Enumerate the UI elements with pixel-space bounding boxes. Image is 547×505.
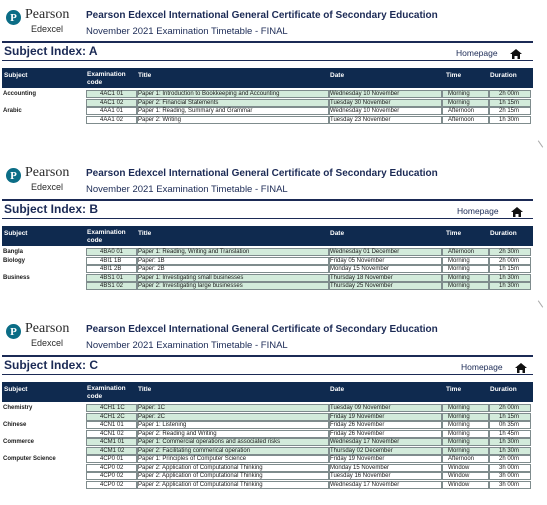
paper-title: Paper 1: Investigating small businesses xyxy=(138,274,244,281)
pearson-logo-icon: P xyxy=(6,10,21,25)
exam-date: Thursday 18 November xyxy=(330,274,393,281)
exam-duration: 1h 15m xyxy=(499,99,520,106)
exam-code: 4BS1 01 xyxy=(100,274,124,281)
table-row xyxy=(2,274,533,283)
table-row xyxy=(2,464,533,473)
exam-duration: 3h 00m xyxy=(499,473,520,479)
exam-code: 4CN1 01 xyxy=(100,422,124,428)
exam-code: 4BI1 2B xyxy=(100,266,122,272)
table-row xyxy=(2,438,533,447)
exam-time: Morning xyxy=(448,405,470,411)
exam-time: Morning xyxy=(448,447,470,454)
exam-date: Thursday 25 November xyxy=(330,283,393,289)
column-header-code2: code xyxy=(87,393,103,400)
document-subtitle: November 2021 Examination Timetable - FINAL xyxy=(86,184,288,195)
subject: Accounting xyxy=(3,91,36,97)
table-cell-border xyxy=(137,257,329,265)
pearson-logo xyxy=(6,166,69,192)
exam-date: Friday 19 November xyxy=(330,456,385,462)
paper-title: Paper 2: Investigating large businesses xyxy=(138,283,243,289)
pearson-logo-icon: P xyxy=(6,324,21,339)
subject: Arabic xyxy=(3,108,22,114)
exam-time: Morning xyxy=(448,91,470,97)
exam-time: Morning xyxy=(448,266,470,272)
subject-index-heading: Subject Index: B xyxy=(4,202,99,216)
exam-duration: 1h 30m xyxy=(499,439,520,445)
exam-date: Friday 26 November xyxy=(330,430,385,437)
table-cell-border xyxy=(137,265,329,273)
exam-code: 4CP0 01 xyxy=(100,456,124,462)
column-header-duration: Duration xyxy=(490,386,517,393)
exam-date: Thursday 02 December xyxy=(330,447,393,454)
column-header-time: Time xyxy=(446,386,462,393)
exam-duration: 1h 30m xyxy=(499,283,520,289)
exam-code: 4AC1 02 xyxy=(100,99,124,106)
exam-date: Tuesday 09 November xyxy=(330,405,391,411)
homepage-link[interactable]: Homepage xyxy=(456,48,498,58)
logo-pearson-label: Pearson xyxy=(25,321,70,336)
paper-title: Paper 2: Reading and Writing xyxy=(138,430,217,437)
logo-edexcel-label: Edexcel xyxy=(31,338,64,348)
subheader-rule xyxy=(2,374,533,375)
paper-title: Paper 2: Application of Computational Thinking xyxy=(138,473,263,479)
exam-duration: 1h 30m xyxy=(499,116,520,123)
subject-index-heading: Subject Index: A xyxy=(4,44,98,58)
subheader-rule xyxy=(2,60,533,61)
subheader-rule xyxy=(2,218,533,219)
document-subtitle: November 2021 Examination Timetable - FINAL xyxy=(86,340,288,351)
homepage-link[interactable]: Homepage xyxy=(457,206,499,216)
column-header-code2: code xyxy=(87,79,103,86)
exam-time: Afternoon xyxy=(448,456,475,462)
exam-code: 4AA1 01 xyxy=(100,108,124,114)
exam-date: Monday 15 November xyxy=(330,266,390,272)
exam-code: 4CN1 02 xyxy=(100,430,124,437)
exam-duration: 1h 30m xyxy=(499,274,520,281)
table-row xyxy=(2,90,533,99)
exam-time: Morning xyxy=(448,430,470,437)
paper-title: Paper 2: Application of Computational Thinking xyxy=(138,481,263,488)
home-icon[interactable] xyxy=(515,360,527,370)
paper-title: Paper: 2B xyxy=(138,266,165,272)
table-header xyxy=(2,226,533,246)
table-row xyxy=(2,472,533,481)
header-rule xyxy=(2,41,533,43)
exam-date: Tuesday 30 November xyxy=(330,99,391,106)
document-subtitle: November 2021 Examination Timetable - FINAL xyxy=(86,26,288,37)
column-header-code: Examination xyxy=(87,71,126,78)
logo-text xyxy=(25,322,69,348)
table-row xyxy=(2,257,533,266)
logo-pearson-label: Pearson xyxy=(25,165,70,180)
exam-duration: 2h 00m xyxy=(499,91,520,97)
column-header-time: Time xyxy=(446,230,462,237)
exam-code: 4BI1 1B xyxy=(100,257,122,264)
exam-code: 4CP0 02 xyxy=(100,481,124,488)
exam-time: Window xyxy=(448,464,470,471)
exam-date: Tuesday 16 November xyxy=(330,473,391,479)
exam-date: Wednesday 17 November xyxy=(330,481,400,488)
table-row xyxy=(2,404,533,413)
exam-duration: 1h 15m xyxy=(499,413,520,420)
paper-title: Paper: 1C xyxy=(138,405,166,411)
paper-title: Paper 1: Listening xyxy=(138,422,187,428)
table-cell-border xyxy=(137,413,329,421)
exam-date: Friday 19 November xyxy=(330,413,385,420)
logo-text xyxy=(25,8,69,34)
exam-duration: 1h 15m xyxy=(499,266,520,272)
paper-title: Paper 2: Writing xyxy=(138,116,181,123)
paper-title: Paper 2: Facilitating commerical operation xyxy=(138,447,251,454)
exam-time: Afternoon xyxy=(448,116,475,123)
exam-date: Friday 26 November xyxy=(330,422,385,428)
document-title: Pearson Edexcel International General Certificate of Secondary Education xyxy=(86,324,438,335)
table-header xyxy=(2,382,533,402)
exam-date: Tuesday 23 November xyxy=(330,116,391,123)
table-row xyxy=(2,107,533,116)
subject: Computer Science xyxy=(3,456,56,462)
column-header-subject: Subject xyxy=(4,230,28,237)
subject: Bangla xyxy=(3,249,24,255)
exam-time: Morning xyxy=(448,257,470,264)
table-row xyxy=(2,481,533,490)
column-header-title: Title xyxy=(138,72,152,79)
table-row xyxy=(2,455,533,464)
paper-title: Paper: 2C xyxy=(138,413,166,420)
section-b xyxy=(0,162,547,312)
paper-title: Paper: 1B xyxy=(138,257,165,264)
exam-time: Morning xyxy=(448,274,470,281)
exam-date: Wednesday 10 November xyxy=(330,108,400,114)
table-cell-border xyxy=(137,404,329,412)
table-row xyxy=(2,248,533,257)
exam-time: Morning xyxy=(448,422,470,428)
column-header-time: Time xyxy=(446,72,462,79)
document-title: Pearson Edexcel International General Certificate of Secondary Education xyxy=(86,168,438,179)
column-header-code2: code xyxy=(87,237,103,244)
exam-time: Morning xyxy=(448,99,470,106)
column-header-code: Examination xyxy=(87,229,126,236)
exam-code: 4BA0 01 xyxy=(100,249,124,255)
home-icon[interactable] xyxy=(511,204,523,214)
exam-code: 4BS1 02 xyxy=(100,283,124,289)
section-c xyxy=(0,318,547,488)
exam-duration: 2h 00m xyxy=(499,456,520,462)
pearson-logo xyxy=(6,322,69,348)
exam-time: Morning xyxy=(448,413,470,420)
exam-time: Morning xyxy=(448,283,470,289)
subject-index-heading: Subject Index: C xyxy=(4,358,99,372)
paper-title: Paper 1: Principles of Computer Science xyxy=(138,456,247,462)
exam-date: Wednesday 17 November xyxy=(330,439,400,445)
column-header-title: Title xyxy=(138,230,152,237)
column-header-duration: Duration xyxy=(490,230,517,237)
table-row xyxy=(2,265,533,274)
column-header-duration: Duration xyxy=(490,72,517,79)
exam-code: 4CM1 02 xyxy=(100,447,125,454)
table-row xyxy=(2,421,533,430)
subject: Biology xyxy=(3,257,25,264)
paper-title: Paper 1: Introduction to Bookkeeping and Accounting xyxy=(138,91,280,97)
header-rule xyxy=(2,355,533,357)
column-header-date: Date xyxy=(330,230,345,237)
exam-time: Afternoon xyxy=(448,108,475,114)
exam-duration: 3h 00m xyxy=(499,481,520,488)
exam-duration: 2h 15m xyxy=(499,108,520,114)
exam-date: Wednesday 01 December xyxy=(330,249,400,255)
exam-duration: 3h 00m xyxy=(499,464,520,471)
exam-duration: 2h 00m xyxy=(499,257,520,264)
section-a xyxy=(0,4,547,154)
exam-date: Wednesday 10 November xyxy=(330,91,400,97)
exam-code: 4CM1 01 xyxy=(100,439,125,445)
pearson-logo-icon: P xyxy=(6,168,21,183)
table-row xyxy=(2,413,533,422)
exam-code: 4CH1 2C xyxy=(100,413,125,420)
logo-edexcel-label: Edexcel xyxy=(31,24,64,34)
pearson-logo xyxy=(6,8,69,34)
exam-time: Afternoon xyxy=(448,249,475,255)
exam-duration: 0h 35m xyxy=(499,422,520,428)
paper-title: Paper 2: Application of Computational Thinking xyxy=(138,464,263,471)
table-row xyxy=(2,430,533,439)
exam-code: 4CH1 1C xyxy=(100,405,125,411)
column-header-date: Date xyxy=(330,386,345,393)
exam-date: Friday 05 November xyxy=(330,257,385,264)
subject: Chinese xyxy=(3,422,27,428)
column-header-code: Examination xyxy=(87,385,126,392)
paper-title: Paper 1: Reading, Summary and Grammar xyxy=(138,108,253,114)
table-row xyxy=(2,447,533,456)
homepage-link[interactable]: Homepage xyxy=(461,362,503,372)
subject: Chemistry xyxy=(3,405,33,411)
exam-time: Window xyxy=(448,473,470,479)
table-row xyxy=(2,99,533,108)
column-header-title: Title xyxy=(138,386,152,393)
table-header xyxy=(2,68,533,88)
table-row xyxy=(2,282,533,291)
exam-duration: 1h 30m xyxy=(499,447,520,454)
paper-title: Paper 1: Reading, Writing and Translation xyxy=(138,249,250,255)
column-header-subject: Subject xyxy=(4,72,28,79)
paper-title: Paper 2: Financial Statements xyxy=(138,99,219,106)
subject: Commerce xyxy=(3,439,35,445)
exam-code: 4CP0 02 xyxy=(100,473,124,479)
logo-edexcel-label: Edexcel xyxy=(31,182,64,192)
subject: Business xyxy=(3,274,30,281)
column-header-subject: Subject xyxy=(4,386,28,393)
document-title: Pearson Edexcel International General Certificate of Secondary Education xyxy=(86,10,438,21)
exam-code: 4AA1 02 xyxy=(100,116,124,123)
header-rule xyxy=(2,199,533,201)
exam-code: 4CP0 02 xyxy=(100,464,124,471)
exam-time: Window xyxy=(448,481,470,488)
exam-duration: 1h 45m xyxy=(499,430,520,437)
column-header-date: Date xyxy=(330,72,345,79)
logo-text xyxy=(25,166,69,192)
logo-pearson-label: Pearson xyxy=(25,7,70,22)
paper-title: Paper 1: Commercial operations and associated risks xyxy=(138,439,281,445)
exam-duration: 2h 00m xyxy=(499,405,520,411)
exam-code: 4AC1 01 xyxy=(100,91,124,97)
exam-duration: 2h 30m xyxy=(499,249,520,255)
exam-date: Monday 15 November xyxy=(330,464,390,471)
home-icon[interactable] xyxy=(510,46,522,56)
table-row xyxy=(2,116,533,125)
exam-time: Morning xyxy=(448,439,470,445)
